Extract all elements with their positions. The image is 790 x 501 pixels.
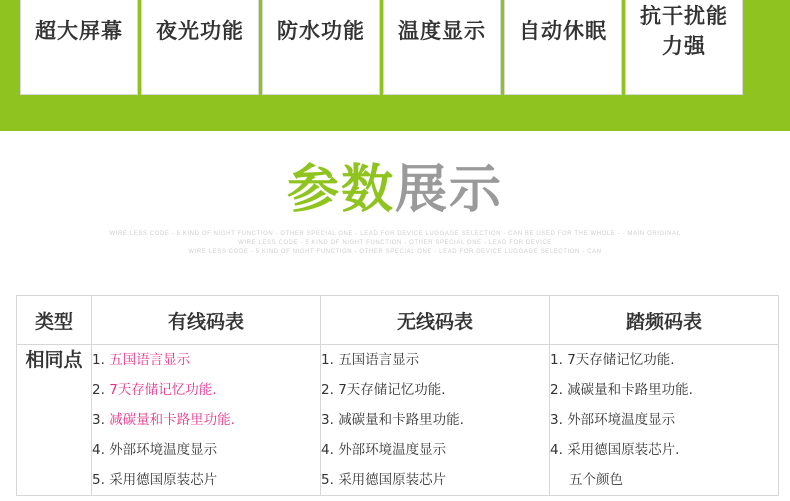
title-subtext-line: WIRE LESS CODE - 5 KIND OF NIGHT FUNCTION - OTHER SPECIAL ONE - LEAD FOR DEVICE LUGGAGE SELECTION - CAN — [188, 249, 602, 255]
list-item-label: 采用德国原装芯片 — [338, 472, 447, 488]
list-item-label: 五国语言显示 — [338, 352, 420, 368]
list-item-label: 7天存储记忆功能. — [109, 382, 217, 398]
title-subtext-line: WIRE LESS CODE - 5 KIND OF NIGHT FUNCTION - OTHER SPECIAL ONE - LEAD FOR DEVICE LUGGAGE SELECTION - CAN BE USED FOR THE WHOLE - - MAIN ORIGINAL — [109, 231, 681, 237]
list-item-label: 减碳量和卡路里功能. — [567, 382, 693, 398]
list-item-label: 采用德国原装芯片 — [109, 472, 218, 488]
section-title-block — [0, 160, 790, 257]
feature-card — [141, 0, 259, 95]
list-item-number: 2. — [92, 382, 105, 398]
title-subtext-line: WIRE LESS CODE - 5 KIND OF NIGHT FUNCTION - OTHER SPECIAL ONE - LEAD FOR DEVICE — [238, 240, 552, 246]
table-row-label: 相同点 — [17, 345, 92, 496]
feature-card-label: 防水功能 — [277, 18, 365, 43]
table-header — [17, 296, 779, 345]
list-item-number: 1. — [321, 352, 334, 368]
list-item — [92, 375, 320, 405]
feature-card-label: 自动休眠 — [519, 18, 607, 43]
feature-card — [625, 0, 743, 95]
list-item — [92, 405, 320, 435]
list-item-number: 3. — [550, 412, 563, 428]
list-item-number: 1. — [92, 352, 105, 368]
feature-card-strip — [20, 0, 743, 95]
feature-card-label: 抗干扰能力强 — [640, 3, 728, 58]
list-item-label: 外部环境温度显示 — [567, 412, 676, 428]
list-item-number: 3. — [92, 412, 105, 428]
table-header-cadence: 踏频码表 — [550, 296, 779, 345]
list-item — [550, 375, 778, 405]
list-item-label: 7天存储记忆功能. — [338, 382, 446, 398]
list-item-number: 4. — [92, 442, 105, 458]
feature-card-label: 超大屏幕 — [35, 18, 123, 43]
list-item-number: 1. — [550, 352, 563, 368]
list-item-label: 减碳量和卡路里功能. — [109, 412, 235, 428]
list-item-label: 五国语言显示 — [109, 352, 191, 368]
list-item-label: 采用德国原装芯片. — [567, 442, 680, 458]
title-subtext — [0, 230, 790, 257]
page-title-rest: 展示 — [395, 160, 504, 220]
list-item — [321, 465, 549, 495]
list-item-number: 3. — [321, 412, 334, 428]
table-cell-wired — [92, 345, 321, 496]
list-item-number: 2. — [550, 382, 563, 398]
list-item-label: 五个颜色 — [569, 472, 623, 488]
feature-card-label: 夜光功能 — [156, 18, 244, 43]
feature-card — [262, 0, 380, 95]
list-item — [92, 465, 320, 495]
list-item — [321, 375, 549, 405]
feature-card — [383, 0, 501, 95]
page-title-accent: 参数 — [286, 160, 395, 220]
table-cell-wireless — [321, 345, 550, 496]
list-item-label: 7天存储记忆功能. — [567, 352, 675, 368]
list-item — [550, 465, 778, 495]
list-item-number: 2. — [321, 382, 334, 398]
table-header-type: 类型 — [17, 296, 92, 345]
table-cell-cadence — [550, 345, 779, 496]
list-item-label: 外部环境温度显示 — [109, 442, 218, 458]
list-item — [321, 435, 549, 465]
feature-card — [20, 0, 138, 95]
list-item-number: 4. — [550, 442, 563, 458]
page-title — [0, 160, 790, 220]
table-row — [17, 345, 779, 496]
list-item-number: 4. — [321, 442, 334, 458]
list-item — [92, 345, 320, 375]
list-item — [550, 435, 778, 465]
list-item — [92, 435, 320, 465]
table-header-wired: 有线码表 — [92, 296, 321, 345]
list-item — [550, 345, 778, 375]
table-header-row — [17, 296, 779, 345]
table-body — [17, 345, 779, 496]
list-item-label: 减碳量和卡路里功能. — [338, 412, 464, 428]
list-item — [321, 345, 549, 375]
list-item-number: 5. — [321, 472, 334, 488]
list-item-label: 外部环境温度显示 — [338, 442, 447, 458]
comparison-table — [16, 295, 779, 496]
list-item — [550, 405, 778, 435]
list-item — [321, 405, 549, 435]
table-header-wireless: 无线码表 — [321, 296, 550, 345]
feature-banner — [0, 0, 790, 131]
feature-card-label: 温度显示 — [398, 18, 486, 43]
feature-card — [504, 0, 622, 95]
list-item-number: 5. — [92, 472, 105, 488]
